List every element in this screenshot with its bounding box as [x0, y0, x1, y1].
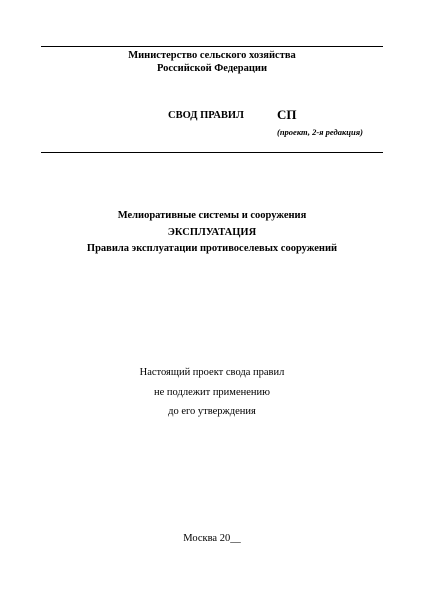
code-abbreviation: СП [277, 107, 297, 122]
draft-notice [41, 363, 383, 422]
document-title: Правила эксплуатации противоселевых сооружений [86, 243, 338, 254]
notice-line-2: не подлежит применению [154, 386, 270, 398]
document-section: ЭКСПЛУАТАЦИЯ [167, 226, 257, 238]
ministry-header [41, 49, 383, 75]
top-divider [41, 46, 383, 47]
document-category: Мелиоративные системы и сооружения [117, 210, 307, 221]
notice-line-3: до его утверждения [168, 406, 256, 417]
code-of-rules-title: СВОД ПРАВИЛ [168, 110, 244, 121]
city-year: Москва 20__ [183, 533, 241, 544]
bottom-divider [41, 152, 383, 153]
draft-edition-note: (проект, 2-я редакция) [277, 127, 363, 137]
ministry-line-1: Министерство сельского хозяйства [128, 50, 296, 61]
ministry-line-2: Российской Федерации [156, 63, 268, 74]
notice-line-1: Настоящий проект свода правил [139, 367, 285, 378]
document-title-block [41, 208, 383, 258]
